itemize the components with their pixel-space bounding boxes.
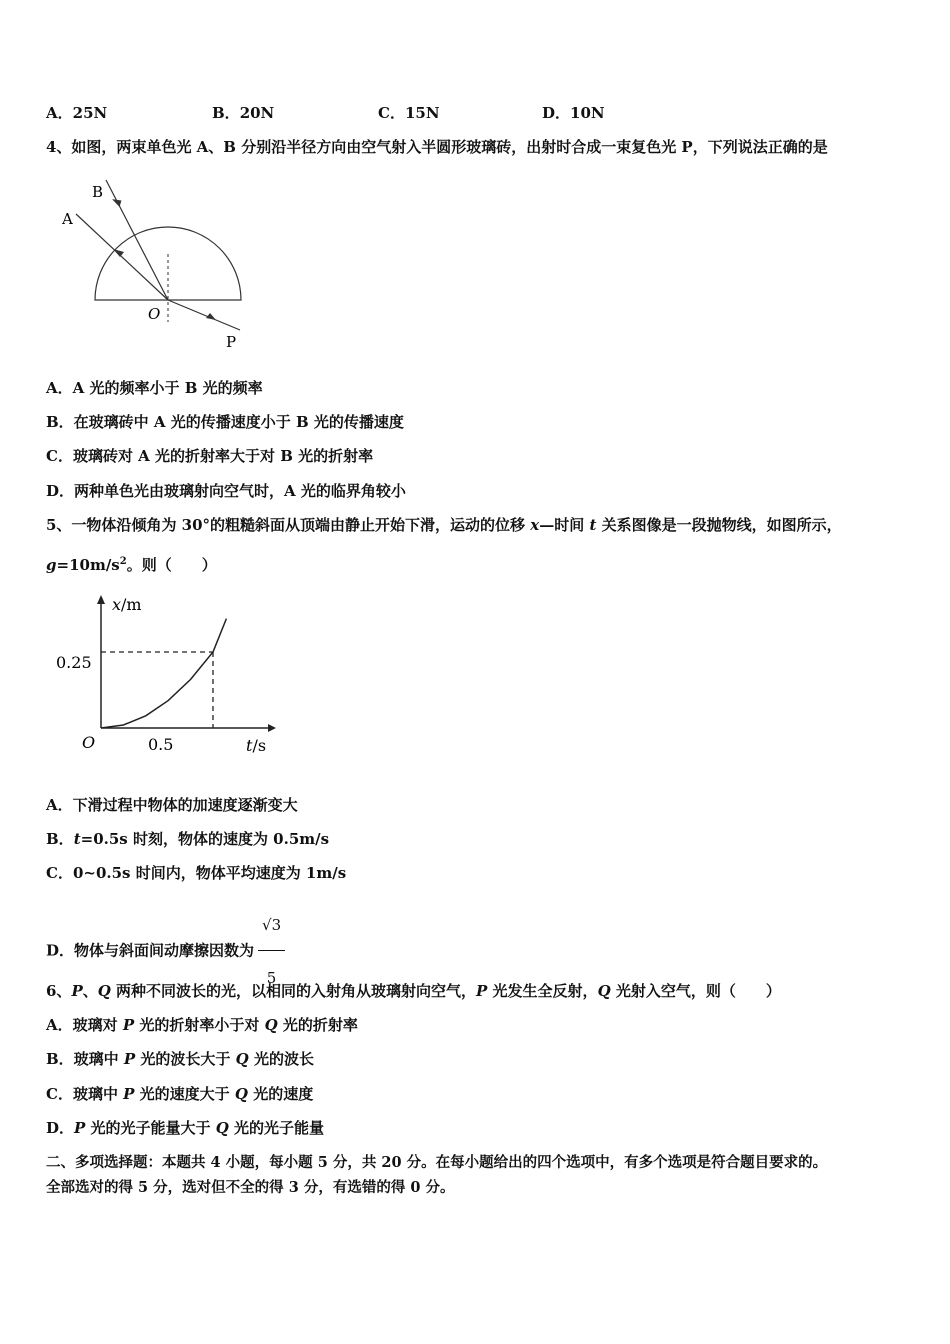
q5-xt-graph (50, 588, 280, 768)
section2-line2: 全部选对的得 5 分，选对但不全的得 3 分，有选错的得 0 分。 (46, 1179, 455, 1196)
origin-label: O (82, 733, 96, 752)
q5-option-d: D．物体与斜面间动摩擦因数为 $\frac{√3}{5}$ (46, 900, 285, 1003)
label-a: A (62, 210, 73, 228)
q6-option-c: C．玻璃中 P 光的速度大于 Q 光的速度 (46, 1085, 314, 1103)
q5-option-b: B．t=0.5s 时刻，物体的速度为 0.5m/s (46, 830, 330, 848)
q3-option-b: B．20N (212, 104, 275, 122)
glass-semicircle (95, 227, 241, 300)
q6-option-a: A．玻璃对 P 光的折射率小于对 Q 光的折射率 (46, 1016, 358, 1034)
ray-p (168, 300, 240, 330)
q4-stem: 4、如图，两束单色光 A、B 分别沿半径方向由空气射入半圆形玻璃砖，出射时合成一束复色光 P，下列说法正确的是 (46, 138, 828, 156)
arrow-p (206, 313, 216, 320)
q4-option-d: D．两种单色光由玻璃射向空气时，A 光的临界角较小 (46, 482, 406, 500)
q5-option-a: A．下滑过程中物体的加速度逐渐变大 (46, 796, 298, 814)
x-tick-label: 0.5 (148, 735, 174, 754)
label-o: O (148, 305, 161, 323)
q3-option-d: D．10N (542, 104, 605, 122)
arrow-a (113, 249, 124, 257)
xt-curve (101, 619, 226, 728)
q6-option-b: B．玻璃中 P 光的波长大于 Q 光的波长 (46, 1050, 314, 1068)
q3-option-c: C．15N (378, 104, 440, 122)
q3-option-a: A．25N (46, 104, 108, 122)
arrow-b (112, 198, 122, 208)
q5-stem-line1: 5、一物体沿倾角为 30°的粗糙斜面从顶端由静止开始下滑，运动的位移 x—时间 t 关系图像是一段抛物线，如图所示， (46, 516, 842, 534)
q6-option-d: D．P 光的光子能量大于 Q 光的光子能量 (46, 1119, 325, 1137)
ray-b (106, 180, 168, 300)
label-b: B (92, 183, 104, 201)
y-axis-arrow (97, 595, 105, 604)
q5-stem-line2: $g=10m/s^2$。则（ ） (46, 556, 217, 574)
q4-option-a: A．A 光的频率小于 B 光的频率 (46, 379, 263, 397)
x-axis-arrow (268, 724, 276, 732)
q4-semicircle-figure (50, 172, 260, 352)
ray-a (76, 214, 168, 300)
y-tick-label: 0.25 (56, 653, 92, 672)
q5-option-c: C．0~0.5s 时间内，物体平均速度为 1m/s (46, 864, 347, 882)
x-axis-label: t/s (246, 736, 267, 755)
label-p: P (226, 333, 237, 351)
y-axis-label: x/m (112, 595, 142, 614)
sqrt3-over-5-fraction: $\frac{√3}{5}$ (258, 900, 285, 1003)
q4-option-c: C．玻璃砖对 A 光的折射率大于对 B 光的折射率 (46, 447, 374, 465)
section2-line1: 二、多项选择题：本题共 4 小题，每小题 5 分，共 20 分。在每小题给出的四个选项中，有多个选项是符合题目要求的。 (46, 1154, 828, 1171)
q6-stem: 6、P、Q 两种不同波长的光，以相同的入射角从玻璃射向空气，P 光发生全反射，Q 光射入空气，则（ ） (46, 982, 781, 1000)
q4-option-b: B．在玻璃砖中 A 光的传播速度小于 B 光的传播速度 (46, 413, 404, 431)
